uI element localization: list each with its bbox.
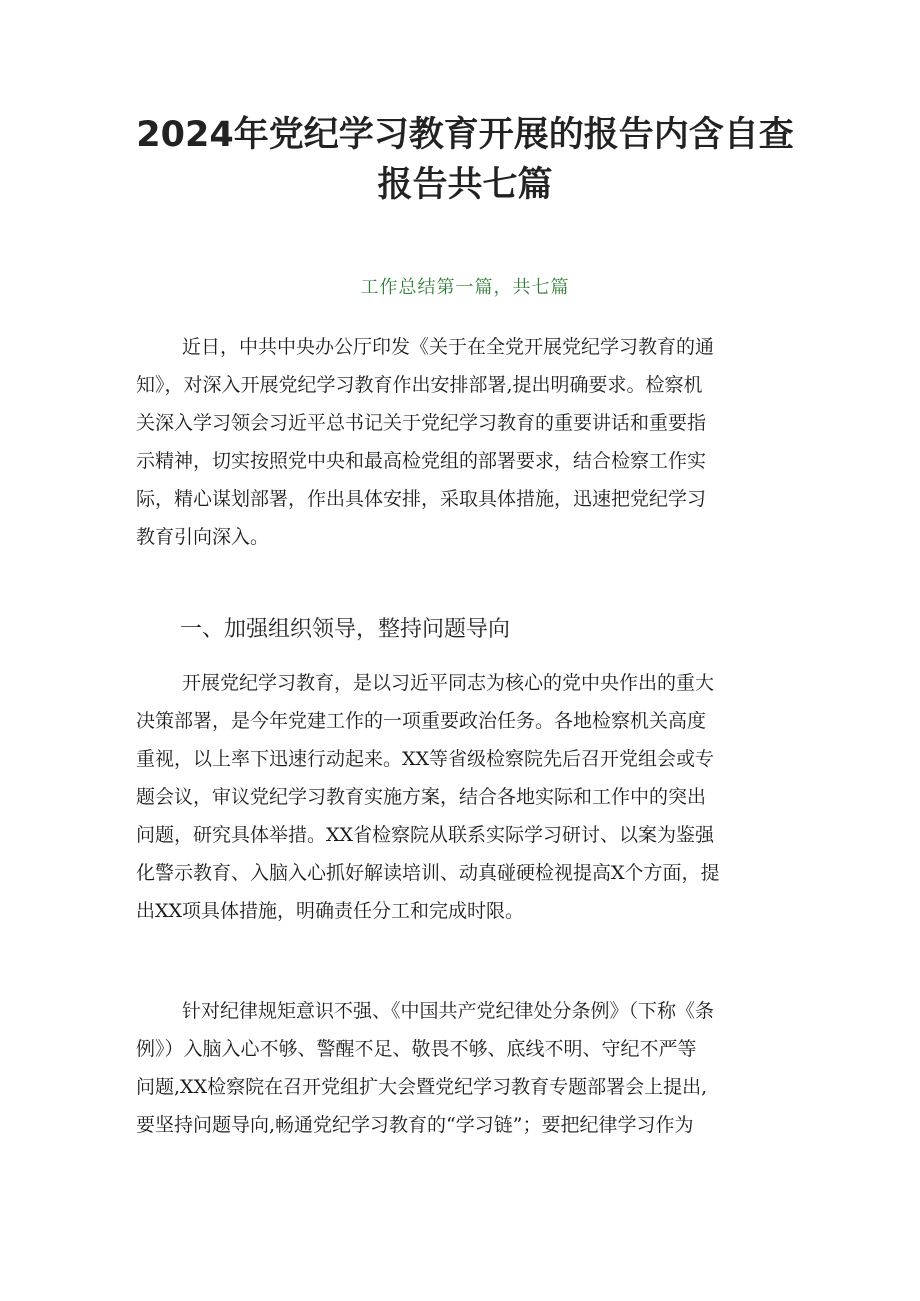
- document-title-line-2: 报告共七篇: [377, 165, 553, 205]
- paragraph-line: 出XX项具体措施，明确责任分工和完成时限。: [136, 900, 525, 922]
- paragraph-organization: [136, 664, 796, 930]
- paragraph-line: 知》，对深入开展党纪学习教育作出安排部署,提出明确要求。检察机: [136, 374, 703, 396]
- paragraph-line: 针对纪律规矩意识不强、《中国共产党纪律处分条例》（下称《条: [182, 1000, 715, 1022]
- paragraph-line: 开展党纪学习教育，是以习近平同志为核心的党中央作出的重大: [182, 672, 715, 694]
- paragraph-line: 题会议，审议党纪学习教育实施方案，结合各地实际和工作中的突出: [136, 786, 707, 808]
- paragraph-line: 要坚持问题导向,畅通党纪学习教育的“学习链”；要把纪律学习作为: [136, 1114, 694, 1136]
- section-heading-1: 一、加强组织领导，整持问题导向: [180, 617, 511, 642]
- paragraph-line: 重视，以上率下迅速行动起来。XX等省级检察院先后召开党组会或专: [136, 748, 715, 770]
- paragraph-line: 化警示教育、入脑入心抓好解读培训、动真碰硬检视提高X个方面，提: [136, 862, 720, 884]
- paragraph-discipline: [136, 992, 796, 1144]
- paragraph-line: 决策部署，是今年党建工作的一项重要政治任务。各地检察机关高度: [136, 710, 707, 732]
- paragraph-line: 示精神，切实按照党中央和最高检党组的部署要求，结合检察工作实: [136, 450, 707, 472]
- paragraph-intro: [136, 328, 796, 556]
- paragraph-line: 问题，研究具体举措。XX省检察院从联系实际学习研讨、以案为鉴强: [136, 824, 715, 846]
- paragraph-line: 际，精心谋划部署，作出具体安排，采取具体措施，迅速把党纪学习: [136, 488, 707, 510]
- paragraph-line: 教育引向深入。: [136, 526, 270, 548]
- section-subtitle: 工作总结第一篇，共七篇: [360, 277, 570, 298]
- paragraph-line: 关深入学习领会习近平总书记关于党纪学习教育的重要讲话和重要指: [136, 412, 707, 434]
- paragraph-line: 例》）入脑入心不够、警醒不足、敬畏不够、底线不明、守纪不严等: [136, 1038, 697, 1060]
- paragraph-line: 近日，中共中央办公厅印发《关于在全党开展党纪学习教育的通: [182, 336, 715, 358]
- paragraph-line: 问题,XX检察院在召开党组扩大会暨党纪学习教育专题部署会上提出,: [136, 1076, 708, 1098]
- document-title-line-1: 2024年党纪学习教育开展的报告内含自查: [136, 115, 794, 155]
